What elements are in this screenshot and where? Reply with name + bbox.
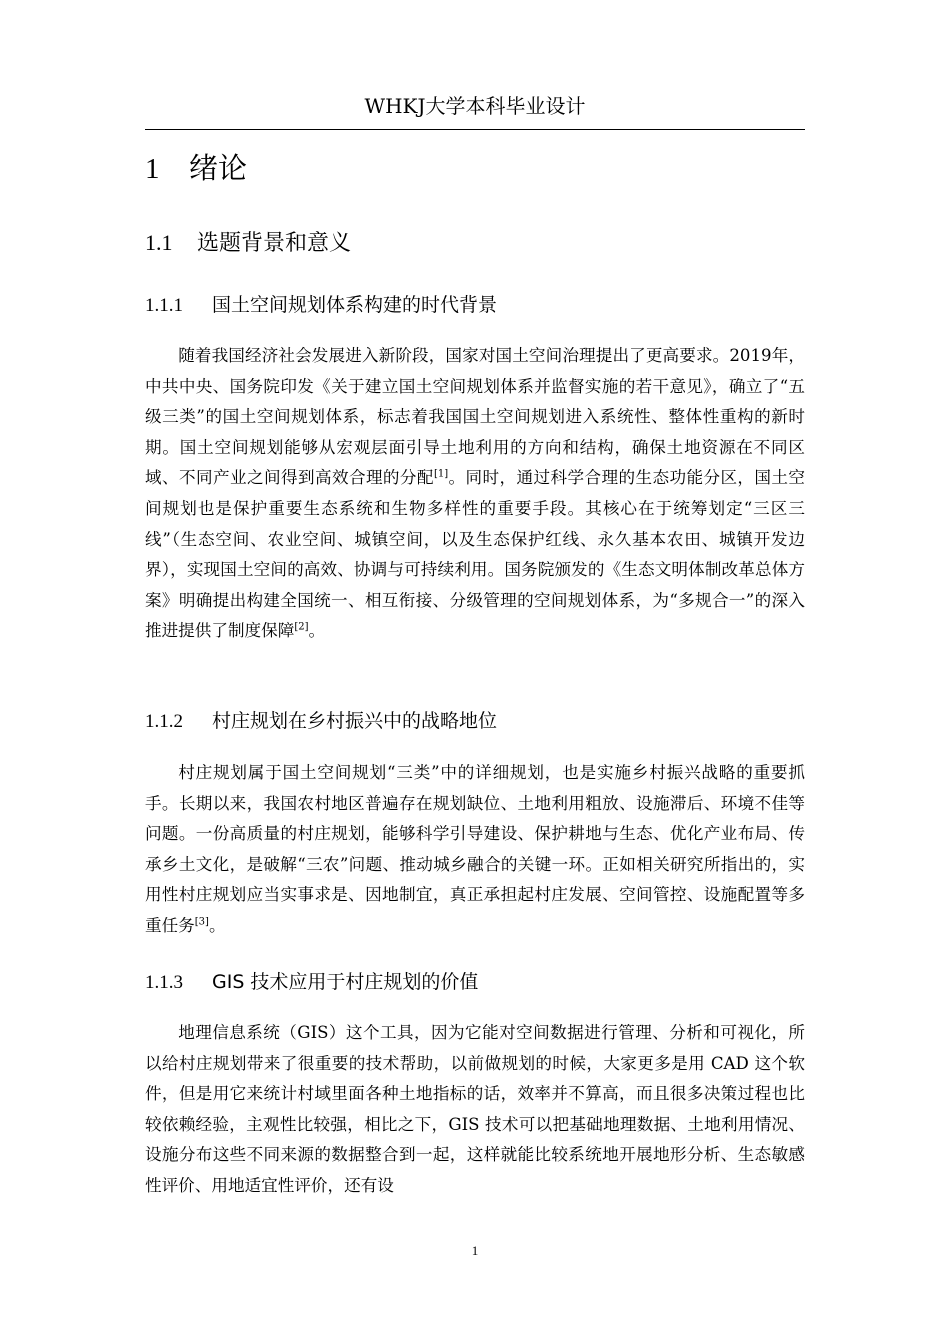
citation-ref[interactable]: [1] <box>433 468 449 480</box>
section-title: 选题背景和意义 <box>197 231 352 256</box>
running-header: WHKJ大学本科毕业设计 <box>364 94 586 118</box>
subsection-title: 村庄规划在乡村振兴中的战略地位 <box>212 710 498 732</box>
subsection-number: 1.1.1 <box>145 295 183 316</box>
citation-ref[interactable]: [3] <box>194 916 209 928</box>
subsection-heading <box>145 967 478 998</box>
chapter-number: 1 <box>145 153 160 185</box>
header-rule <box>145 129 805 130</box>
chapter-title: 绪论 <box>189 151 248 185</box>
page-number: 1 <box>471 1243 479 1258</box>
body-paragraph: 村庄规划属于国土空间规划“三类”中的详细规划，也是实施乡村振兴战略的重要抓手。长期以来，我国农村地区普遍存在规划缺位、土地利用粗放、设施滞后、环境不佳等问题。一份高质量的村庄规划，能够科学引导建设、保护耕地与生态、优化产业布局、传承乡土文化，是破解“三农”问题、推动城乡融合的关键一环。正如相关研究所指出的，实用性村庄规划应当实事求是、因地制宜，真正承担起村庄发展、空间管控、设施配置等多重任务[3]。 <box>145 763 805 935</box>
citation-ref[interactable]: [2] <box>294 621 309 633</box>
section-number: 1.1 <box>145 230 173 255</box>
subsection-number: 1.1.2 <box>145 711 183 732</box>
subsection-heading <box>145 290 497 321</box>
body-paragraph: 随着我国经济社会发展进入新阶段，国家对国土空间治理提出了更高要求。2019年，中共中央、国务院印发《关于建立国土空间规划体系并监督实施的若干意见》，确立了“五级三类”的国土空间规划体系，标志着我国国土空间规划进入系统性、整体性重构的新时期。国土空间规划能够从宏观层面引导土地利用的方向和结构，确保土地资源在不同区域、不同产业之间得到高效合理的分配[1]。同时，通过科学合理的生态功能分区，国土空间规划也是保护重要生态系统和生物多样性的重要手段。其核心在于统筹划定“三区三线”（生态空间、农业空间、城镇空间，以及生态保护红线、永久基本农田、城镇开发边界），实现国土空间的高效、协调与可持续利用。国务院颁发的《生态文明体制改革总体方案》明确提出构建全国统一、相互衔接、分级管理的空间规划体系，为“多规合一”的深入推进提供了制度保障[2]。 <box>145 346 806 641</box>
body-paragraph: 地理信息系统（GIS）这个工具，因为它能对空间数据进行管理、分析和可视化，所以给村庄规划带来了很重要的技术帮助，以前做规划的时候，大家更多是用 CAD 这个软件，但是用它来统计村域里面各种土地指标的话，效率并不算高，而且很多决策过程也比较依赖经验，主观性比较强，相比之下，GIS 技术可以把基础地理数据、土地利用情况、设施分布这些不同来源的数据整合到一起，这样就能比较系统地开展地形分析、生态敏感性评价、用地适宜性评价，还有设 <box>145 1023 806 1195</box>
section-heading <box>145 227 351 260</box>
subsection-heading <box>145 706 497 737</box>
subsection-title: GIS 技术应用于村庄规划的价值 <box>212 971 479 993</box>
subsection-number: 1.1.3 <box>145 972 183 993</box>
subsection-title: 国土空间规划体系构建的时代背景 <box>212 294 498 316</box>
chapter-heading <box>145 149 247 188</box>
